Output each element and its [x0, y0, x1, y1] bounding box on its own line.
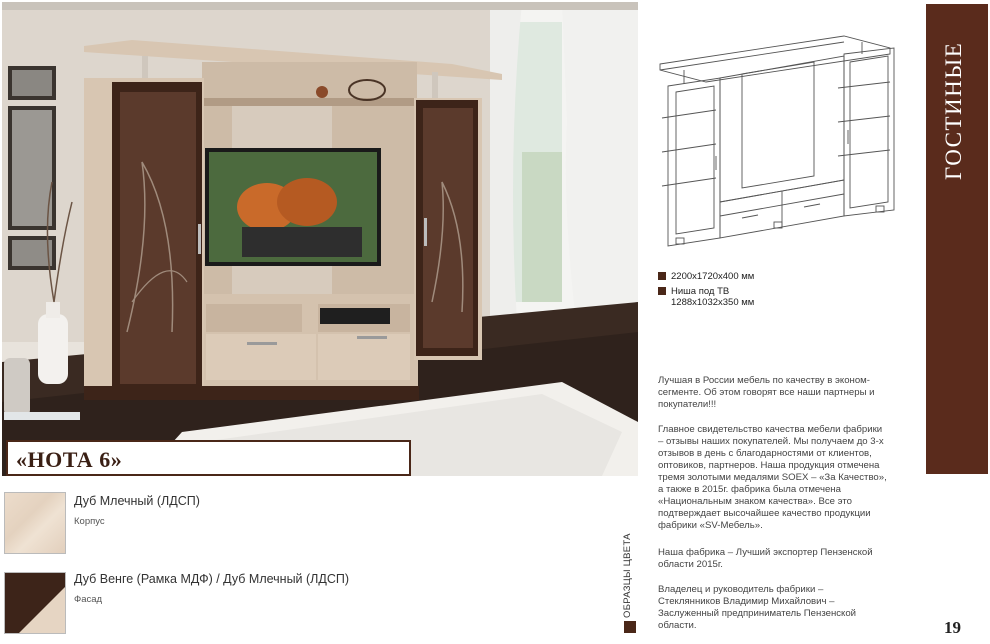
swatch-wenge-milk-oak — [4, 572, 66, 634]
text-line: области. — [658, 620, 697, 631]
description-paragraph-1 — [658, 375, 908, 411]
text-line: подтверждает высочайшее качество продукции — [658, 508, 871, 519]
text-line: Наша фабрика – Лучший экспортер Пензенской — [658, 547, 873, 558]
product-title-box — [6, 440, 411, 476]
spec-tv-niche — [658, 286, 754, 308]
swatch-part-1: Корпус — [74, 516, 105, 527]
description-paragraph-2 — [658, 424, 908, 532]
living-room-illustration — [2, 2, 638, 476]
text-line: области 2015г. — [658, 559, 723, 570]
description-paragraph-3 — [658, 547, 908, 571]
text-line: оптовиков, партнеров. Наша продукция отмечена — [658, 460, 880, 471]
spec-tv-niche-size: 1288х1032х350 мм — [671, 297, 755, 308]
bullet-icon — [658, 287, 666, 295]
spec-dimensions-text: 2200х1720х400 мм — [671, 271, 755, 282]
product-title: «НОТА 6» — [16, 447, 123, 472]
section-marker — [624, 621, 636, 633]
text-line: – отзывы наших покупателей. Мы получаем до 3-х — [658, 436, 884, 447]
text-line: тремя золотыми медалями SOEX – «За Качество», — [658, 472, 887, 483]
technical-drawing — [654, 26, 899, 252]
swatches-section-label: ОБРАЗЦЫ ЦВЕТА — [622, 533, 633, 618]
text-line: фабрики «SV-Мебель». — [658, 520, 763, 531]
text-line: Стеклянников Владимир Михайлович – — [658, 596, 835, 607]
text-line: «Национальным знаком качества». Все это — [658, 496, 852, 507]
swatch-name-1: Дуб Млечный (ЛДСП) — [74, 494, 200, 508]
text-line: Главное свидетельство качества мебели фабрики — [658, 424, 883, 435]
bullet-icon — [658, 272, 666, 280]
swatch-part-2: Фасад — [74, 594, 103, 605]
product-photo — [2, 2, 638, 476]
swatch-milk-oak — [4, 492, 66, 554]
text-line: сегменте. Об этом говорят все наши партнеры и — [658, 387, 875, 398]
swatch-name-2: Дуб Венге (Рамка МДФ) / Дуб Млечный (ЛДСП) — [74, 572, 350, 586]
spec-dimensions — [658, 271, 754, 282]
text-line: Заслуженный предприниматель Пензенской — [658, 608, 857, 619]
page-number: 19 — [944, 618, 961, 637]
description-paragraph-4 — [658, 584, 908, 632]
text-line: Владелец и руководитель фабрики – — [658, 584, 824, 595]
text-line: а также в 2015г. фабрика была отмечена — [658, 484, 841, 495]
text-line: покупатели!!! — [658, 399, 717, 410]
text-line: отзывов в день с благодарностями от клиентов, — [658, 448, 872, 459]
text-line: Лучшая в России мебель по качеству в эконом- — [658, 375, 870, 386]
category-title: ГОСТИНЫЕ — [941, 41, 966, 180]
spec-tv-niche-label: Ниша под ТВ — [671, 286, 730, 297]
